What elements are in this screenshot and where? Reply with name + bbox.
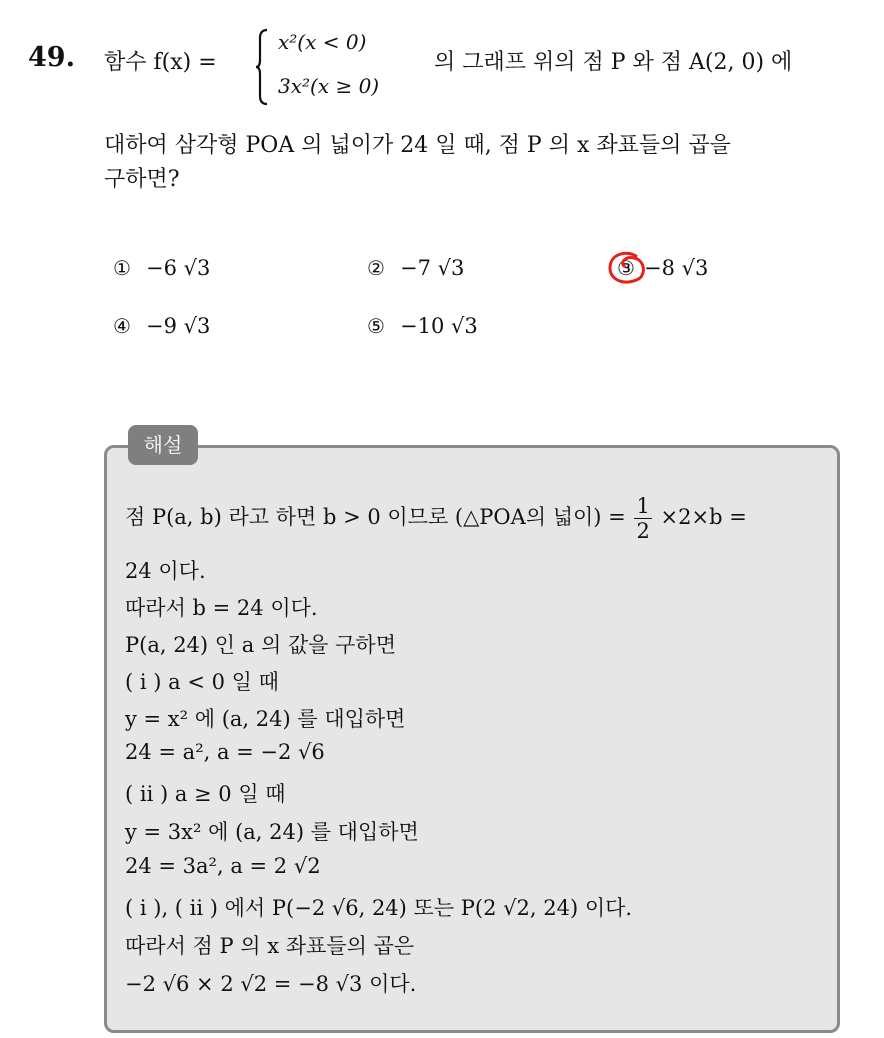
choice-5[interactable] [364, 314, 478, 338]
choice-1-mark: ① [113, 256, 131, 280]
choice-2-mark: ② [367, 256, 385, 280]
question-line-3: 구하면? [104, 167, 180, 192]
solution-line: y = 3x² 에 (a, 24) 를 대입하면 [125, 820, 419, 844]
question-prefix: 함수 f(x) = [104, 50, 217, 75]
solution-line-1 [125, 494, 747, 543]
choice-4-mark: ④ [113, 314, 131, 338]
question-line-2: 대하여 삼각형 POA 의 넓이가 24 일 때, 점 P 의 x 좌표들의 곱을 [104, 133, 731, 158]
solution-line: y = x² 에 (a, 24) 를 대입하면 [125, 707, 406, 731]
case-nonnegative: 3x²(x ≥ 0) [278, 74, 380, 98]
choice-4[interactable] [110, 314, 210, 338]
choice-2-value: −7 √3 [400, 256, 465, 280]
solution-line: ( ii ) a ≥ 0 일 때 [125, 782, 286, 806]
question-number: 49. [28, 42, 75, 73]
choice-3-value: −8 √3 [644, 256, 709, 280]
choice-4-value: −9 √3 [146, 314, 211, 338]
solution-line-1-tail: ×2×b = [660, 505, 747, 529]
cases-brace [255, 28, 269, 106]
case-negative: x²(x < 0) [278, 30, 367, 54]
choice-1-value: −6 √3 [146, 256, 211, 280]
fraction-half [634, 494, 651, 543]
solution-line: 따라서 b = 24 이다. [125, 596, 318, 620]
solution-tab: 해설 [128, 425, 198, 465]
solution-line: P(a, 24) 인 a 의 값을 구하면 [125, 633, 397, 657]
solution-line: −2 √6 × 2 √2 = −8 √3 이다. [125, 972, 417, 996]
answer-circle-mark [606, 250, 648, 288]
solution-line-1-main: 점 P(a, b) 라고 하면 b > 0 이므로 (△POA의 넓이) = [125, 505, 626, 529]
choice-5-mark: ⑤ [367, 314, 385, 338]
solution-line: 24 이다. [125, 559, 206, 583]
fraction-numerator: 1 [636, 494, 650, 518]
choice-2[interactable] [364, 256, 464, 280]
choice-3-mark: ③ [617, 256, 635, 280]
choice-1[interactable] [110, 256, 210, 280]
solution-line: ( i ), ( ii ) 에서 P(−2 √6, 24) 또는 P(2 √2, 24) 이다. [125, 896, 633, 920]
solution-line: 따라서 점 P 의 x 좌표들의 곱은 [125, 934, 415, 958]
solution-line: ( i ) a < 0 일 때 [125, 670, 279, 694]
choice-5-value: −10 √3 [400, 314, 478, 338]
solution-line: 24 = 3a², a = 2 √2 [125, 854, 321, 878]
question-suffix: 의 그래프 위의 점 P 와 점 A(2, 0) 에 [434, 50, 793, 75]
solution-line: 24 = a², a = −2 √6 [125, 740, 325, 764]
fraction-denominator: 2 [636, 519, 650, 543]
